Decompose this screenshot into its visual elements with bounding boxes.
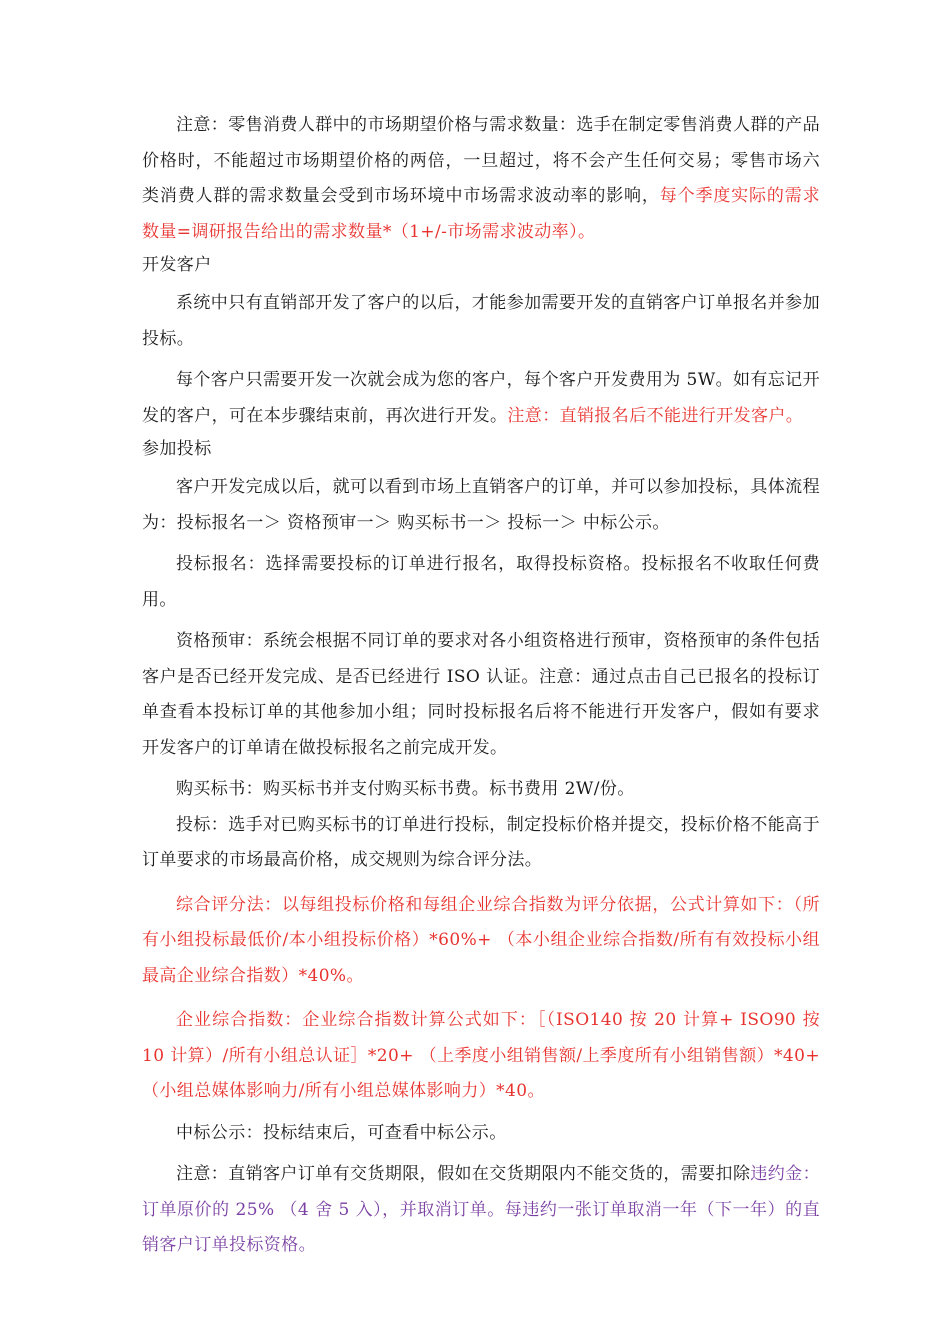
retail-note-highlight: 每个季度实际的需求数量=调研报告给出的需求数量*（1+/-市场需求波动率）。 bbox=[142, 186, 820, 242]
document-page bbox=[142, 108, 820, 1264]
paragraph-retail-note bbox=[142, 108, 820, 250]
paragraph-prequalification: 资格预审：系统会根据不同订单的要求对各小组资格进行预审，资格预审的条件包括客户是否已经开发完成、是否已经进行 ISO 认证。注意：通过点击自己已报名的投标订单查看本投标订单的其他参加小组；同时投标报名后将不能进行开发客户，假如有要求开发客户的订单请在做投标报名之前完成开发。 bbox=[142, 631, 820, 758]
section-heading-bidding: 参加投标 bbox=[142, 439, 212, 459]
paragraph-award-notice: 中标公示：投标结束后，可查看中标公示。 bbox=[176, 1122, 507, 1143]
develop-cost-warning: 注意：直销报名后不能进行开发客户。 bbox=[507, 405, 804, 426]
paragraph-delivery-penalty bbox=[142, 1157, 820, 1264]
paragraph-composite-index: 企业综合指数：企业综合指数计算公式如下：［（ISO140 按 20 计算+ ISO90 按 10 计算）/所有小组总认证］*20+ （上季度小组销售额/上季度所有小组销售额）*40+ （小组总媒体影响力/所有小组总媒体影响力）*40。 bbox=[142, 1010, 820, 1101]
section-heading-develop-customers: 开发客户 bbox=[142, 255, 212, 275]
paragraph-develop-requirement: 系统中只有直销部开发了客户的以后，才能参加需要开发的直销客户订单报名并参加投标。 bbox=[142, 293, 820, 349]
paragraph-bid: 投标：选手对已购买标书的订单进行投标，制定投标价格并提交，投标价格不能高于订单要求的市场最高价格，成交规则为综合评分法。 bbox=[142, 814, 820, 870]
retail-note-text: 注意：零售消费人群中的市场期望价格与需求数量：选手在制定零售消费人群的产品价格时，不能超过市场期望价格的两倍，一旦超过，将不会产生任何交易；零售市场六类消费人群的需求数量会受到市场环境中市场需求波动率的影响， bbox=[142, 115, 820, 206]
delivery-penalty-text: 注意：直销客户订单有交货期限，假如在交货期限内不能交货的，需要扣除 bbox=[176, 1164, 751, 1184]
paragraph-develop-cost bbox=[142, 363, 820, 434]
paragraph-buy-tender: 购买标书：购买标书并支付购买标书费。标书费用 2W/份。 bbox=[176, 779, 635, 799]
delivery-penalty-highlight: 违约金：订单原价的 25% （4 舍 5 入），并取消订单。每违约一张订单取消一年（下一年）的直销客户订单投标资格。 bbox=[142, 1164, 820, 1255]
paragraph-bid-registration: 投标报名：选择需要投标的订单进行报名，取得投标资格。投标报名不收取任何费用。 bbox=[142, 554, 820, 610]
paragraph-bidding-flow: 客户开发完成以后，就可以看到市场上直销客户的订单，并可以参加投标，具体流程为：投标报名一＞ 资格预审一＞ 购买标书一＞ 投标一＞ 中标公示。 bbox=[142, 477, 820, 533]
develop-cost-text: 每个客户只需要开发一次就会成为您的客户，每个客户开发费用为 5W。如有忘记开发的客户，可在本步骤结束前，再次进行开发。 bbox=[142, 370, 820, 426]
paragraph-scoring-method: 综合评分法：以每组投标价格和每组企业综合指数为评分依据，公式计算如下：（所有小组投标最低价/本小组投标价格）*60%+ （本小组企业综合指数/所有有效投标小组最高企业综合指数）*40%。 bbox=[142, 894, 820, 986]
